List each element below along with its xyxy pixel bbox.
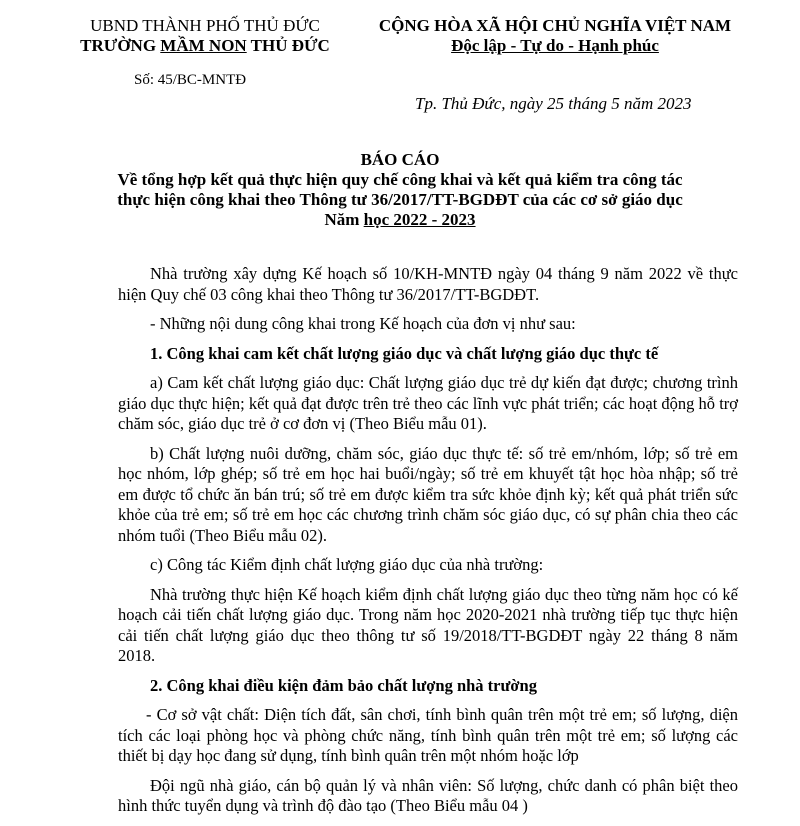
org-line-2: TRƯỜNG MẦM NON THỦ ĐỨC (80, 36, 330, 55)
organization-header (60, 16, 350, 56)
body-paragraph: Nhà trường xây dựng Kế hoạch số 10/KH-MNTĐ ngày 04 tháng 9 năm 2022 về thực hiện Quy chế 03 công khai theo Thông tư 36/2017/TT-BGDĐT. (118, 264, 738, 304)
report-body (118, 264, 738, 826)
title-line-3: thực hiện công khai theo Thông tư 36/2017/TT-BGDĐT của các cơ sở giáo dục (117, 190, 683, 209)
nation-header (370, 16, 740, 56)
body-paragraph: a) Cam kết chất lượng giáo dục: Chất lượng giáo dục trẻ dự kiến đạt được; chương trình giáo dục thực hiện; kết quả đạt được trên trẻ theo các lĩnh vực phát triển; các hoạt động hỗ trợ chăm sóc, giáo dục trẻ ở cơ đơn vị (Theo Biểu mẫu 01). (118, 373, 738, 433)
body-paragraph: Đội ngũ nhà giáo, cán bộ quản lý và nhân viên: Số lượng, chức danh có phân biệt theo hình thức tuyển dụng và trình độ đào tạo (Theo Biểu mẫu 04 ) (118, 775, 738, 815)
body-paragraph: - Cơ sở vật chất: Diện tích đất, sân chơi, tính bình quân trên một trẻ em; số lượng, diện tích các loại phòng học và phòng chức năng, tính bình quân trên một trẻ em; số lượng các thiết bị dạy học đang sử dụng, tính bình quân trên một nhóm hoặc lớp (118, 705, 738, 765)
section-heading: 1. Công khai cam kết chất lượng giáo dục và chất lượng giáo dục thực tế (150, 343, 659, 363)
body-paragraph: - Những nội dung công khai trong Kế hoạch của đơn vị như sau: (150, 314, 576, 333)
section-heading: 2. Công khai điều kiện đảm bảo chất lượng nhà trường (150, 675, 537, 695)
nation-line-1: CỘNG HÒA XÃ HỘI CHỦ NGHĨA VIỆT NAM (378, 16, 732, 35)
body-paragraph: Nhà trường thực hiện Kế hoạch kiểm định chất lượng giáo dục theo từng năm học có kế hoạch cải tiến chất lượng giáo dục. Trong năm học 2020-2021 nhà trường tiếp tục thực hiện cải tiến chất lượng giáo dục theo thông tư số 19/2018/TT-BGDĐT ngày 22 tháng 8 năm 2018. (118, 584, 738, 665)
org-line-1: UBND THÀNH PHỐ THỦ ĐỨC (90, 16, 320, 35)
body-paragraph: b) Chất lượng nuôi dưỡng, chăm sóc, giáo dục thực tế: số trẻ em/nhóm, lớp; số trẻ em học nhóm, lớp ghép; số trẻ em học hai buổi/ngày; số trẻ em khuyết tật học hòa nhập; số trẻ em được tổ chức ăn bán trú; số trẻ em được kiểm tra sức khỏe định kỳ; kết quả phát triển sức khỏe của trẻ em; số trẻ em học các chương trình chăm sóc giáo dục, có sự phân chia theo các nhóm tuổi (Theo Biểu mẫu 02). (118, 443, 738, 545)
document-number: Số: 45/BC-MNTĐ (134, 72, 247, 88)
date-line: Tp. Thủ Đức, ngày 25 tháng 5 năm 2023 (415, 94, 692, 113)
title-line-2: Về tổng hợp kết quả thực hiện quy chế công khai và kết quả kiểm tra công tác (117, 170, 683, 189)
title-line-1: BÁO CÁO (360, 150, 440, 169)
org-name-underlined: MẦM NON (160, 36, 247, 55)
body-paragraph: c) Công tác Kiểm định chất lượng giáo dục của nhà trường: (150, 555, 544, 574)
nation-motto: Độc lập - Tự do - Hạnh phúc (451, 36, 659, 55)
title-line-4: Năm học 2022 - 2023 (324, 210, 476, 229)
report-title (60, 150, 740, 230)
